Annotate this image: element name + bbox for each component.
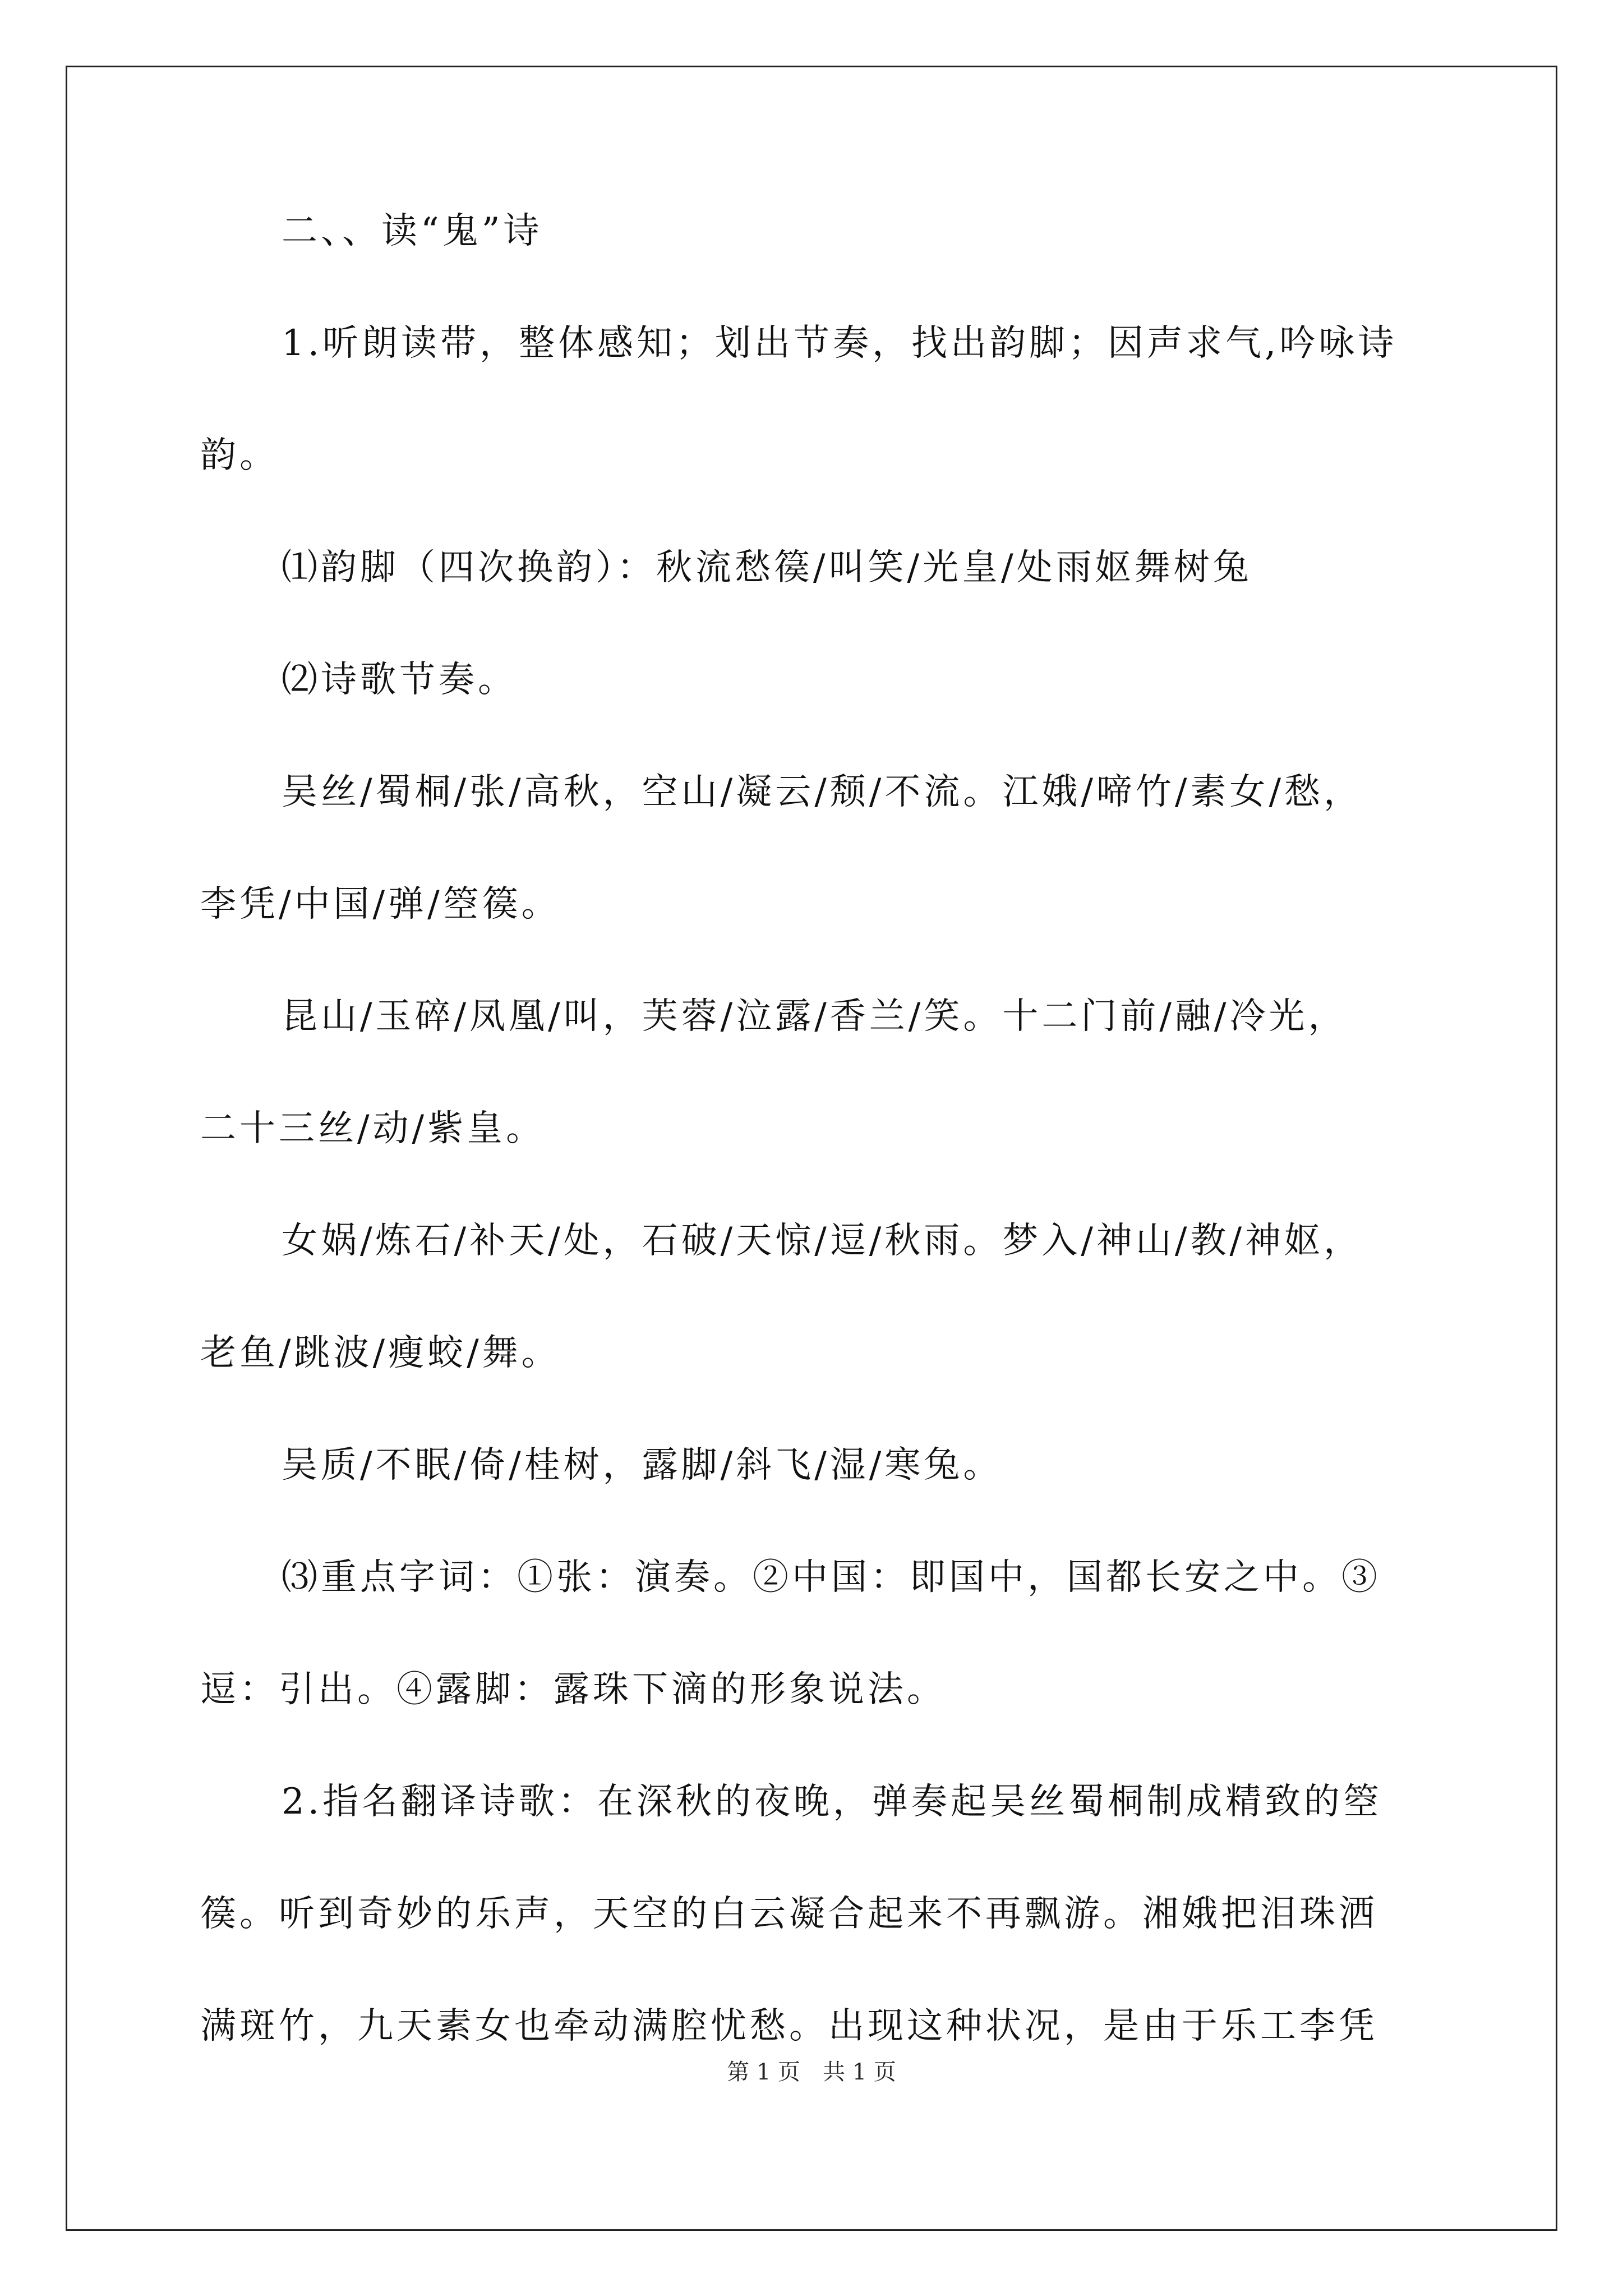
text-line: ⑴韵脚（四次换韵）：秋流愁篌/叫笑/光皇/处雨妪舞树兔	[282, 547, 1252, 588]
text-line: 老鱼/跳波/瘦蛟/舞。	[200, 1332, 561, 1374]
text-line: 1.听朗读带，整体感知；划出节奏，找出韵脚；因声求气,吟咏诗	[282, 323, 1398, 364]
text-line: 满斑竹，九天素女也牵动满腔忧愁。出现这种状况，是由于乐工李凭	[200, 2005, 1378, 2047]
text-line: 吴质/不眠/倚/桂树，露脚/斜飞/湿/寒兔。	[282, 1444, 1003, 1486]
text-line: ⑵诗歌节奏。	[282, 659, 517, 701]
text-line: 韵。	[200, 435, 279, 476]
page-number: 第 1 页 共 1 页	[727, 2059, 896, 2085]
text-line: 李凭/中国/弹/箜篌。	[200, 884, 561, 925]
text-line: 吴丝/蜀桐/张/高秋，空山/凝云/颓/不流。江娥/啼竹/素女/愁，	[282, 771, 1363, 813]
text-line: 篌。听到奇妙的乐声，天空的白云凝合起来不再飘游。湘娥把泪珠洒	[200, 1893, 1378, 1935]
text-line: 逗：引出。④露脚：露珠下滴的形象说法。	[200, 1669, 946, 1710]
text-line: 2.指名翻译诗歌：在深秋的夜晚，弹奏起吴丝蜀桐制成精致的箜	[282, 1781, 1383, 1823]
text-line: 二十三丝/动/紫皇。	[200, 1108, 546, 1149]
text-line: 二、、读“鬼”诗	[282, 210, 543, 252]
text-line: 女娲/炼石/补天/处，石破/天惊/逗/秋雨。梦入/神山/教/神妪，	[282, 1220, 1363, 1262]
text-line: 昆山/玉碎/凤凰/叫，芙蓉/泣露/香兰/笑。十二门前/融/冷光，	[282, 996, 1348, 1037]
text-line: ⑶重点字词：①张：演奏。②中国：即国中，国都长安之中。③	[282, 1557, 1381, 1598]
